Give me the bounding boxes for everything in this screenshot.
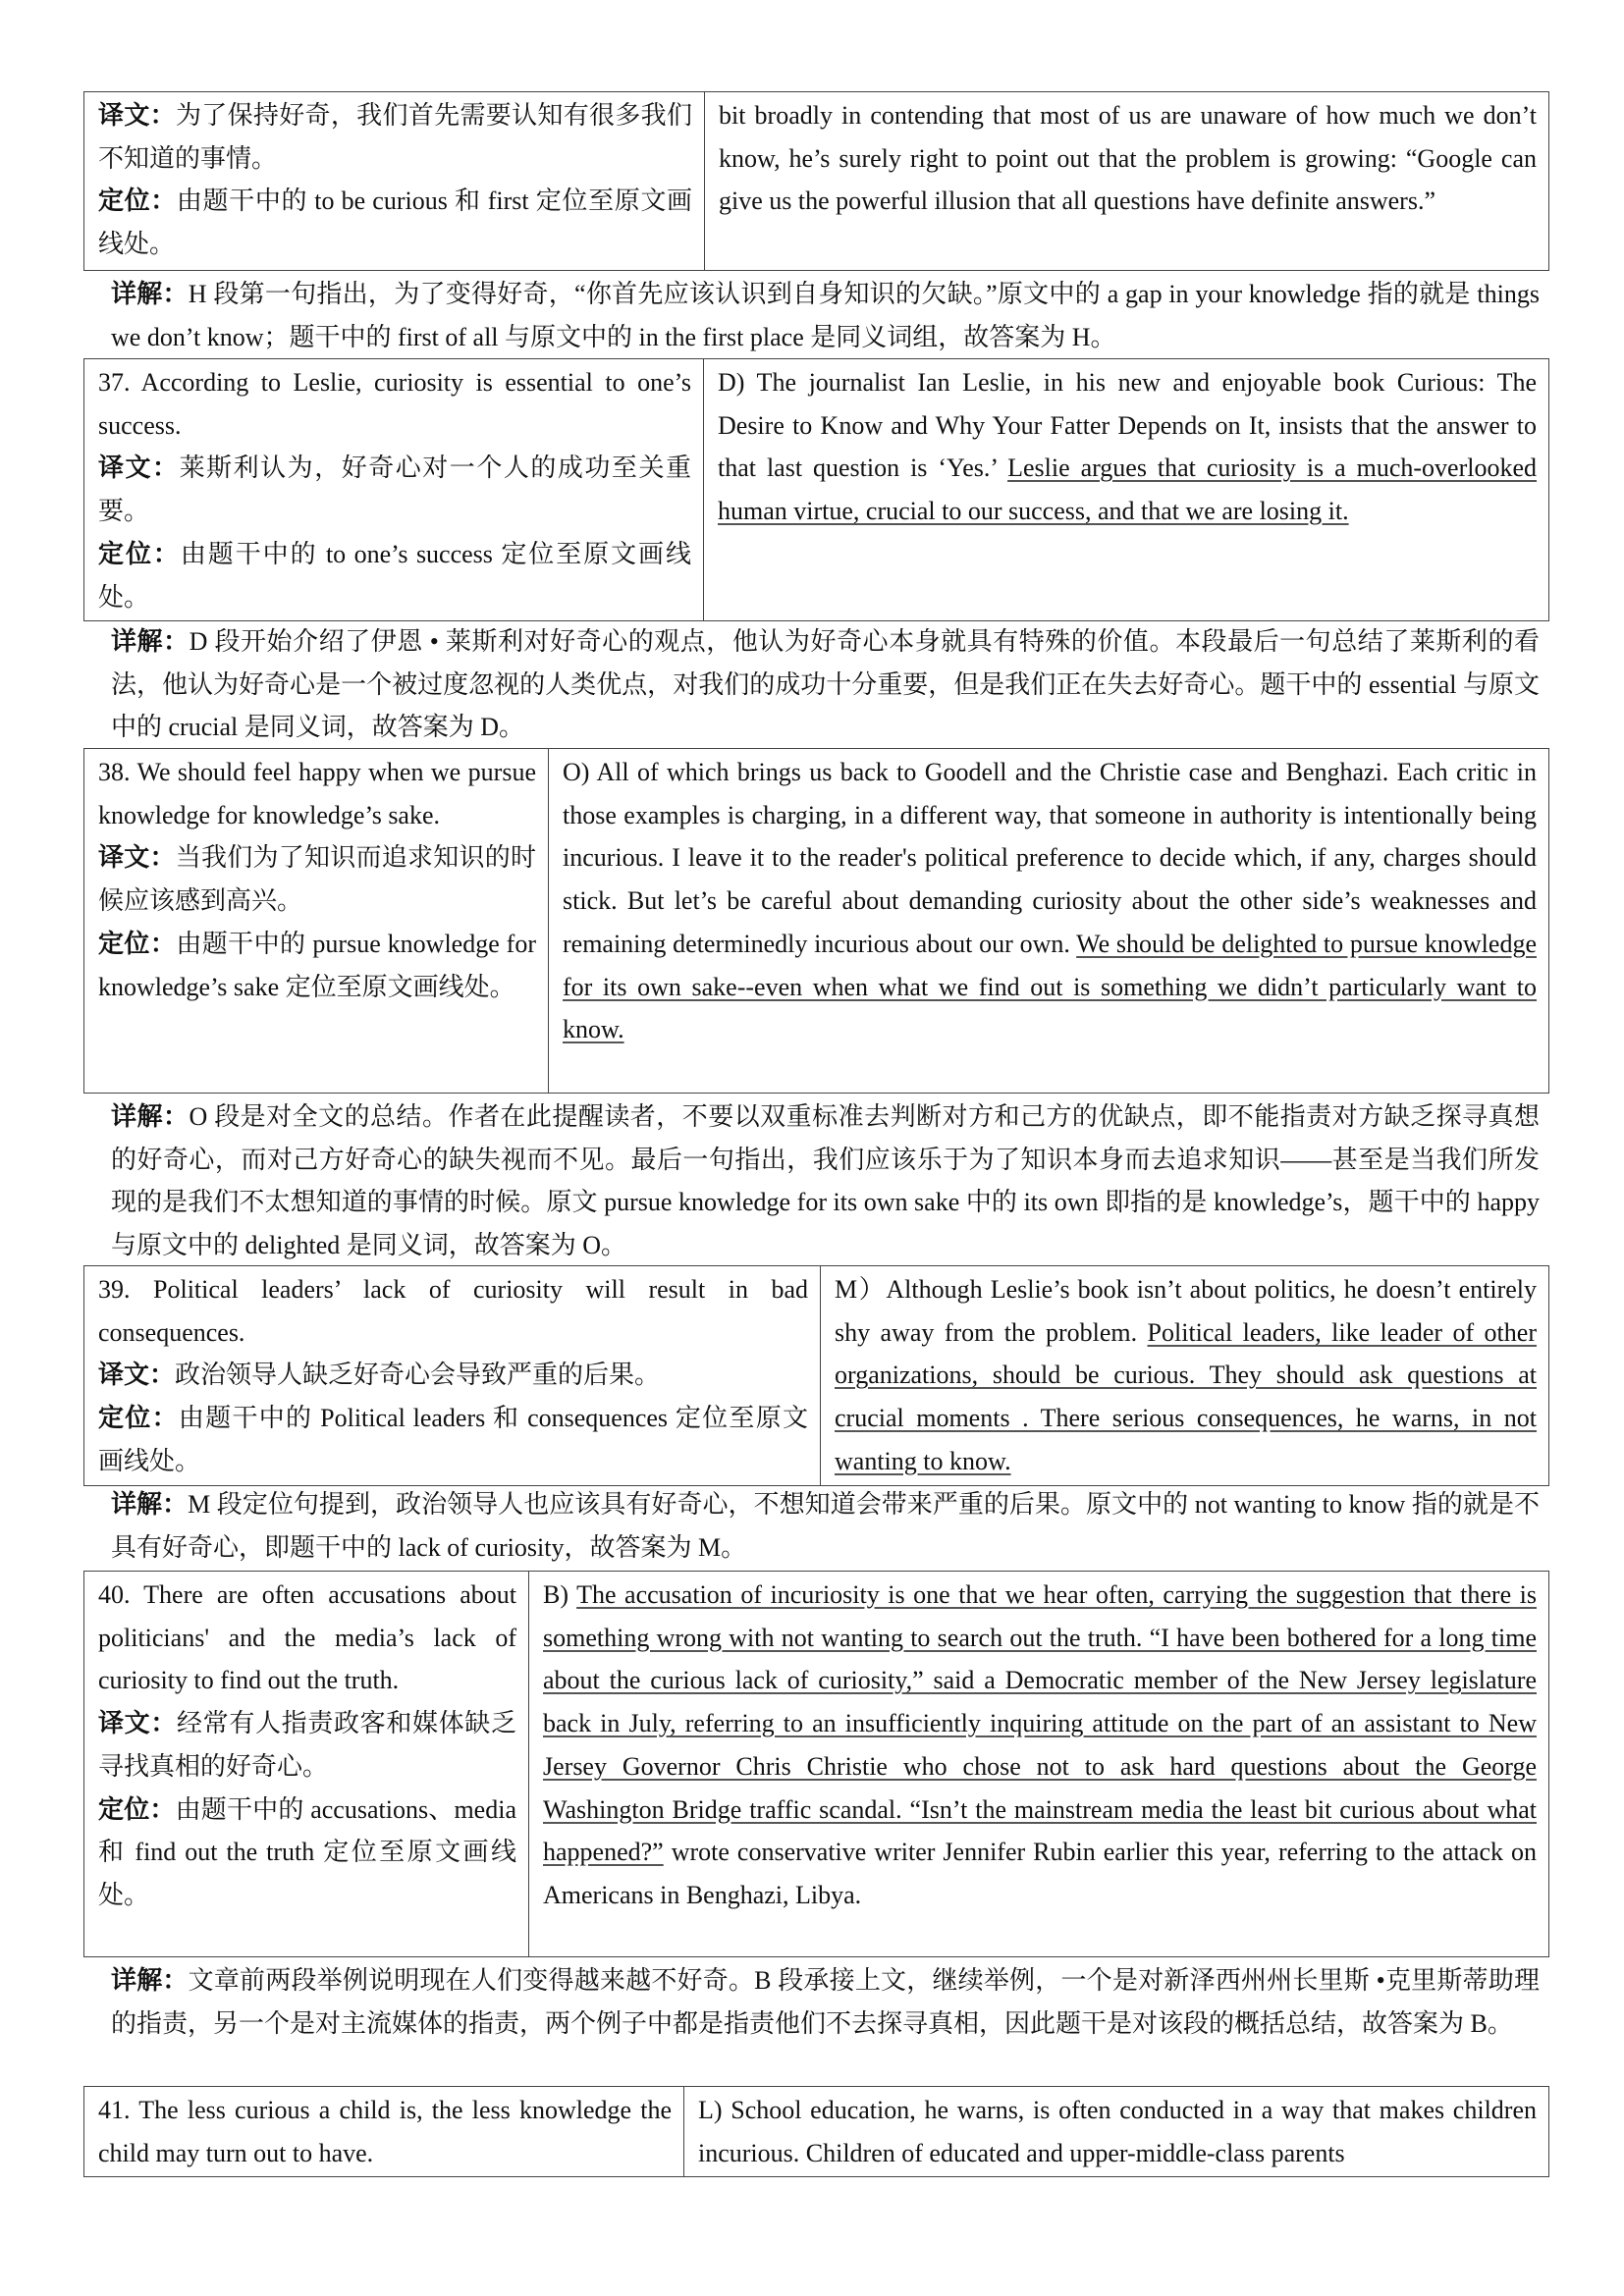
- source-passage: [718, 361, 1537, 533]
- question-block-2: [83, 748, 1549, 1094]
- question-block-3: [83, 1265, 1549, 1481]
- explanation-text: [97, 1959, 1540, 2045]
- question-cell: [84, 1266, 821, 1486]
- question-block-4: [83, 1571, 1549, 1957]
- line-text: 由题干中的 accusations、media 和 find out the truth 定位至原文画线处。: [98, 1794, 516, 1909]
- explanation-body: 文章前两段举例说明现在人们变得越来越不好奇。B 段承接上文，继续举例，一个是对新泽西州州长里斯 •克里斯蒂助理的指责，另一个是对主流媒体的指责，两个例子中都是指责他们不去探寻真相，因此题干是对该段的概括总结，故答案为 B。: [111, 1966, 1540, 2038]
- question-block-0: [83, 91, 1549, 271]
- line-label: 译文：: [98, 1709, 177, 1738]
- line-label: 译文：: [98, 843, 176, 873]
- question-table: [83, 748, 1549, 1094]
- explanation-label: 详解：: [111, 1490, 189, 1519]
- explanation: [83, 1095, 1549, 1264]
- source-passage-cell: [821, 1266, 1549, 1486]
- question-line: [98, 533, 691, 618]
- question-table: [83, 1571, 1549, 1957]
- explanation: [83, 273, 1549, 355]
- underlined-sentence: Leslie argues that curiosity is a much-overlooked human virtue, crucial to our success, and that we are losing it.: [718, 454, 1538, 526]
- question-table: [83, 91, 1549, 271]
- line-text: 39. Political leaders’ lack of curiosity will result in bad consequences.: [98, 1275, 808, 1347]
- question-line: [98, 1354, 808, 1397]
- line-label: 定位：: [98, 929, 177, 958]
- question-row: [84, 749, 1549, 1094]
- question-row: [84, 1266, 1549, 1486]
- question-line: [98, 447, 691, 532]
- question-line: [98, 1574, 516, 1702]
- line-text: 由题干中的 to be curious 和 first 定位至原文画线处。: [98, 187, 692, 259]
- line-label: 定位：: [98, 1404, 179, 1433]
- line-text: 40. There are often accusations about politicians' and the media’s lack of curiosity to find out the truth.: [98, 1580, 516, 1695]
- source-passage: [563, 751, 1537, 1051]
- line-text: 由题干中的 to one’s success 定位至原文画线处。: [98, 539, 691, 612]
- line-text: 当我们为了知识而追求知识的时候应该感到高兴。: [98, 843, 536, 916]
- line-text: 政治领导人缺乏好奇心会导致严重的后果。: [175, 1361, 661, 1390]
- question-line: [98, 1702, 516, 1788]
- line-text: 由题干中的 Political leaders 和 consequences 定位至原文画线处。: [98, 1404, 808, 1475]
- source-passage-cell: [529, 1572, 1549, 1957]
- line-text: 为了保持好奇，我们首先需要认知有很多我们不知道的事情。: [98, 101, 692, 173]
- explanation-label: 详解：: [111, 1102, 189, 1131]
- question-cell: [84, 2087, 684, 2177]
- source-passage-cell: [704, 359, 1549, 621]
- line-label: 定位：: [98, 539, 181, 568]
- question-cell: [84, 1572, 529, 1957]
- source-passage-cell: [684, 2087, 1549, 2177]
- question-row: [84, 359, 1549, 621]
- explanation: [83, 1959, 1549, 2084]
- explanation-label: 详解：: [111, 1966, 189, 1995]
- source-passage: [719, 94, 1537, 223]
- explanation-label: 详解：: [111, 280, 189, 308]
- question-table: [83, 2086, 1549, 2177]
- source-passage: [698, 2089, 1537, 2174]
- question-line: [98, 1789, 516, 1917]
- question-line: [98, 180, 692, 265]
- line-text: 由题干中的 pursue knowledge for knowledge’s sake 定位至原文画线处。: [98, 929, 536, 1001]
- underlined-sentence: The accusation of incuriosity is one that we hear often, carrying the suggestion that there is something wrong with not wanting to search out the truth. “I have been bothered for a long time about the curious lack of curiosity,” said a Democratic member of the New Jersey legislature back in July, referring to an insufficiently inquiring attitude on the part of an assistant to New Jersey Governor Chris Christie who chose not to ask hard questions about the George Washington Bridge traffic scandal. “Isn’t the mainstream media the least bit curious about what happened?”: [543, 1580, 1537, 1867]
- passage-text: L) School education, he warns, is often conducted in a way that makes children incurious. Children of educated and upper-middle-class parents: [698, 2096, 1537, 2167]
- line-label: 译文：: [98, 1361, 176, 1390]
- passage-text: M）Although Leslie’s book isn’t about politics, he doesn’t entirely shy away from the problem.: [835, 1275, 1537, 1347]
- question-row: [84, 92, 1549, 271]
- question-line: [98, 1268, 808, 1354]
- question-line: [98, 1397, 808, 1482]
- source-passage-cell: [705, 92, 1549, 271]
- question-row: [84, 2087, 1549, 2177]
- passage-text: bit broadly in contending that most of us are unaware of how much we don’t know, he’s surely right to point out that the problem is growing: “Google can give us the powerful illusion that all questions have definite answers.”: [719, 101, 1537, 216]
- question-line: [98, 361, 691, 447]
- explanation-body: D 段开始介绍了伊恩 • 莱斯利对好奇心的观点，他认为好奇心本身就具有特殊的价值。本段最后一句总结了莱斯利的看法，他认为好奇心是一个被过度忽视的人类优点，对我们的成功十分重要，但是我们正在失去好奇心。题干中的 essential 与原文中的 crucial 是同义词，故答案为 D。: [111, 627, 1540, 742]
- explanation-label: 详解：: [111, 627, 189, 656]
- source-passage-cell: [549, 749, 1549, 1094]
- explanation: [83, 1483, 1549, 1569]
- question-line: [98, 751, 536, 836]
- source-passage: [543, 1574, 1537, 1917]
- explanation-body: H 段第一句指出，为了变得好奇，“你首先应该认识到自身知识的欠缺。”原文中的 a gap in your knowledge 指的就是 things we don’t know；题干中的 first of all 与原文中的 in the first place 是同义词组，故答案为 H。: [111, 280, 1540, 351]
- question-table: [83, 358, 1549, 621]
- source-passage: [835, 1268, 1537, 1483]
- explanation-text: [97, 620, 1540, 749]
- line-label: 定位：: [98, 187, 177, 216]
- question-line: [98, 836, 536, 922]
- question-table: [83, 1265, 1549, 1486]
- line-label: 定位：: [98, 1794, 176, 1824]
- question-line: [98, 94, 692, 180]
- explanation: [83, 620, 1549, 748]
- passage-text: O) All of which brings us back to Goodell and the Christie case and Benghazi. Each critic in those examples is charging, in a different way, that someone in authority is intentionally being incurious. I leave it to the reader's political preference to decide which, if any, charges should stick. But let’s be careful about demanding curiosity about the other side’s weaknesses and remaining determinedly incurious about our own.: [563, 758, 1537, 958]
- passage-text: B): [543, 1580, 577, 1609]
- question-block-1: [83, 358, 1549, 617]
- question-cell: [84, 749, 549, 1094]
- explanation-text: [97, 273, 1540, 358]
- explanation-text: [97, 1483, 1540, 1569]
- passage-text: D) The journalist Ian Leslie, in his new and enjoyable book Curious: The Desire to Know and Why Your Fatter Depends on It, insists that the answer to that last question is ‘Yes.’: [718, 368, 1537, 483]
- line-label: 译文：: [98, 454, 180, 483]
- line-text: 经常有人指责政客和媒体缺乏寻找真相的好奇心。: [98, 1709, 516, 1781]
- underlined-sentence: Political leaders, like leader of other organizations, should be curious. They should ask questions at crucial moments . There serious consequences, he warns, in not wanting to know.: [835, 1317, 1537, 1475]
- question-cell: [84, 359, 704, 621]
- explanation-text: [97, 1095, 1540, 1267]
- line-text: 38. We should feel happy when we pursue knowledge for knowledge’s sake.: [98, 758, 536, 829]
- question-line: [98, 2089, 672, 2174]
- passage-text: wrote conservative writer Jennifer Rubin earlier this year, referring to the attack on Americans in Benghazi, Libya.: [543, 1838, 1537, 1909]
- explanation-body: M 段定位句提到，政治领导人也应该具有好奇心，不想知道会带来严重的后果。原文中的 not wanting to know 指的就是不具有好奇心，即题干中的 lack of curiosity，故答案为 M。: [111, 1490, 1540, 1562]
- question-cell: [84, 92, 705, 271]
- line-text: 莱斯利认为，好奇心对一个人的成功至关重要。: [98, 454, 691, 526]
- line-text: 37. According to Leslie, curiosity is essential to one’s success.: [98, 368, 691, 440]
- underlined-sentence: We should be delighted to pursue knowledge for its own sake--even when what we find out is something we didn’t particularly want to know.: [563, 929, 1537, 1044]
- explanation-body: O 段是对全文的总结。作者在此提醒读者，不要以双重标准去判断对方和己方的优缺点，即不能指责对方缺乏探寻真想的好奇心，而对己方好奇心的缺失视而不见。最后一句指出，我们应该乐于为了知识本身而去追求知识——甚至是当我们所发现的是我们不太想知道的事情的时候。原文 pursue knowledge for its own sake 中的 its own 即指的是 knowledge’s，题干中的 happy 与原文中的 delighted 是同义词，故答案为 O。: [111, 1102, 1540, 1260]
- line-text: 41. The less curious a child is, the less knowledge the child may turn out to have.: [98, 2096, 672, 2167]
- question-block-5: [83, 2086, 1549, 2174]
- question-row: [84, 1572, 1549, 1957]
- line-label: 译文：: [98, 101, 176, 130]
- question-line: [98, 923, 536, 1008]
